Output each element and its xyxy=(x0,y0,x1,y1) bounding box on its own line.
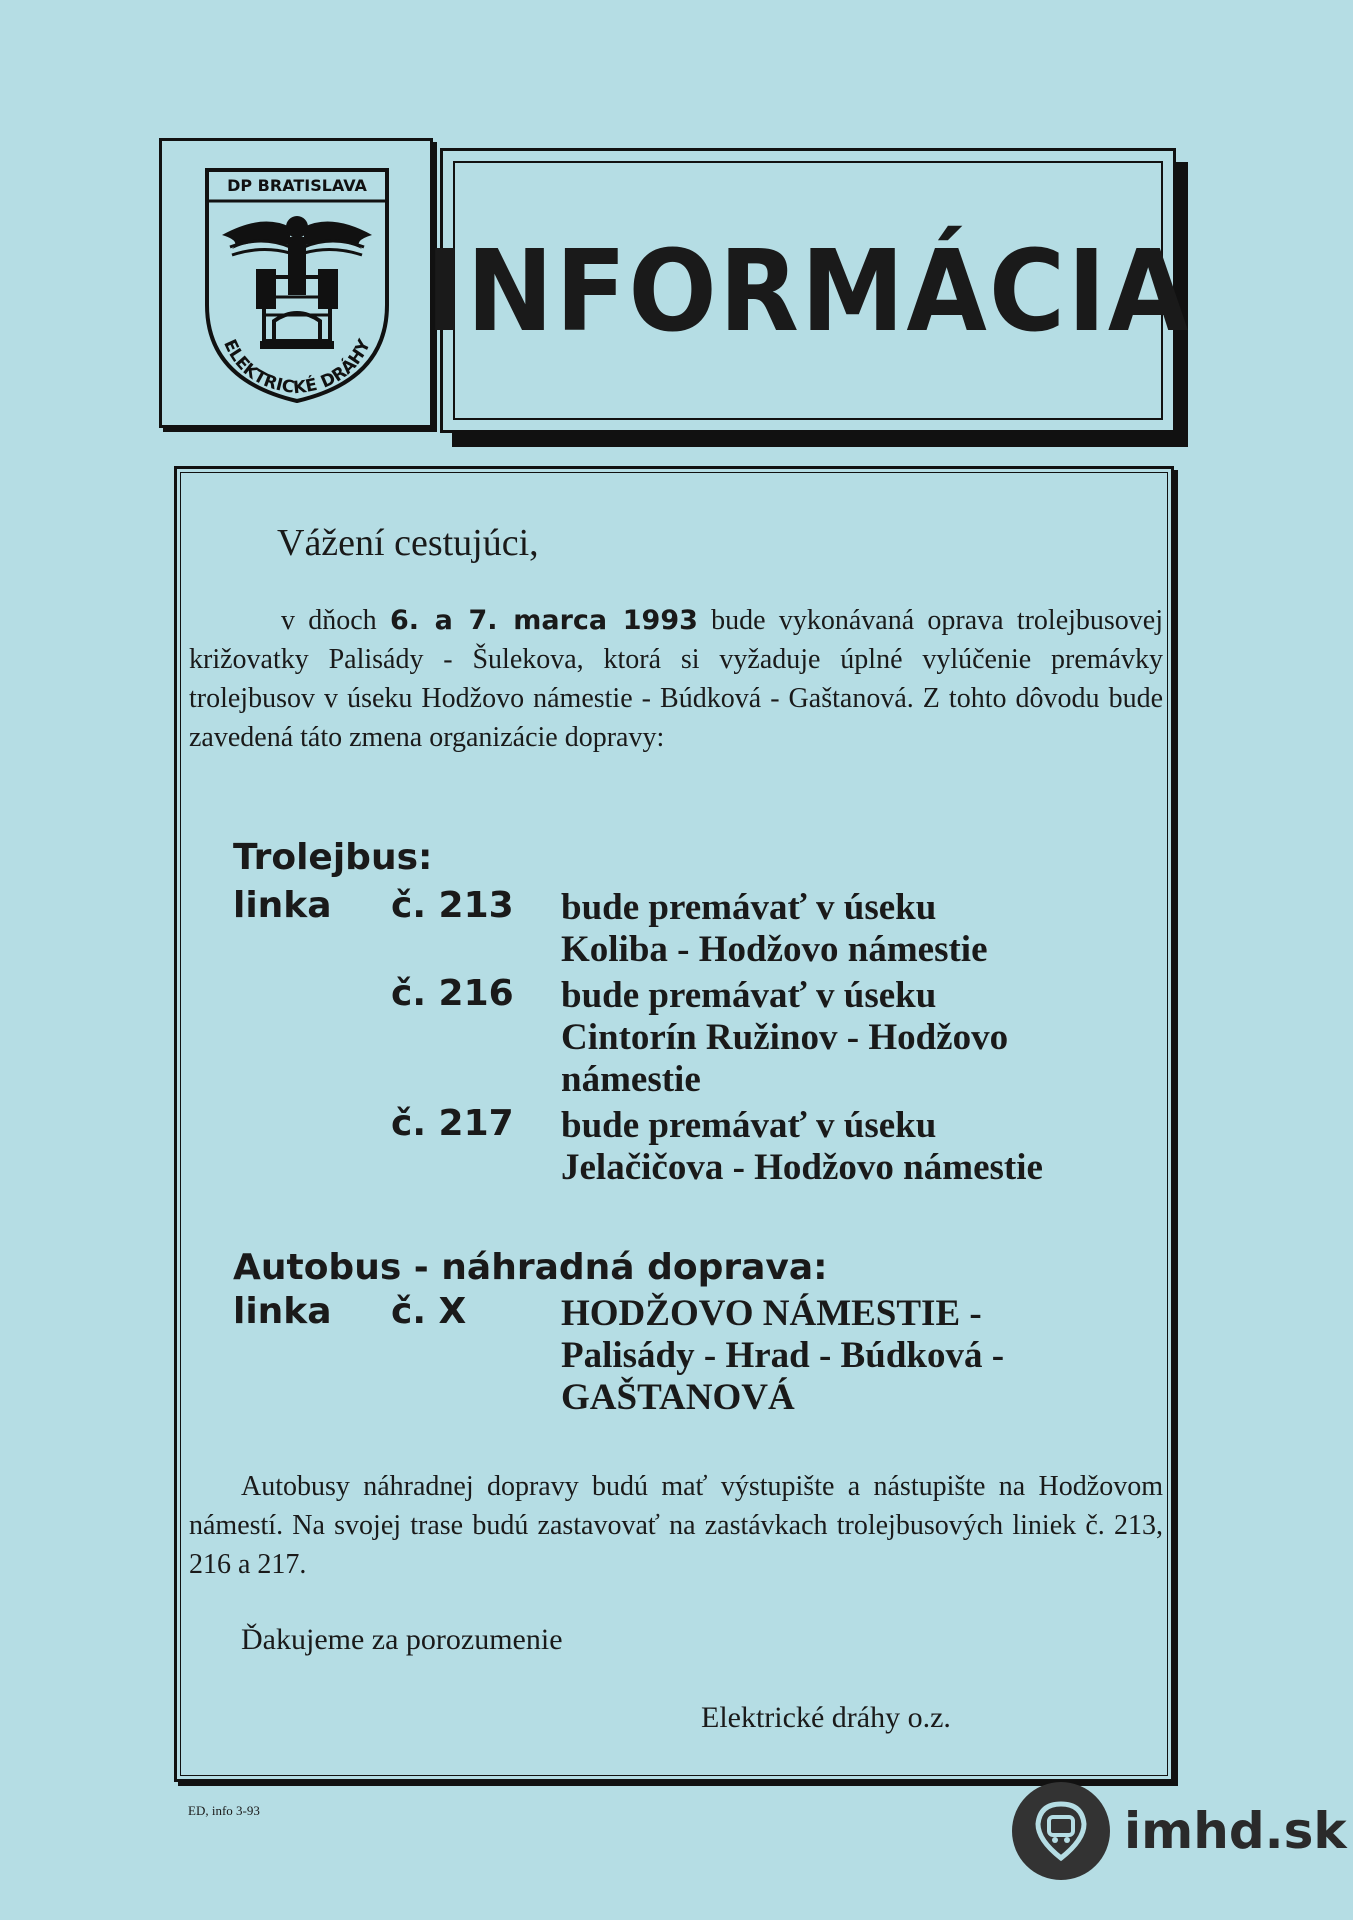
route-216-line-1: bude premávať v úseku xyxy=(561,975,937,1016)
notice-frame xyxy=(180,472,1168,1776)
line-number-213: č. 213 xyxy=(391,885,514,926)
signature: Elektrické dráhy o.z. xyxy=(701,1701,951,1734)
footer-code: ED, info 3-93 xyxy=(188,1803,260,1818)
logo-arc-text: ELEKTRICKÉ DRÁHY xyxy=(219,336,375,399)
intro-paragraph xyxy=(189,601,1163,757)
route-213-line-1: bude premávať v úseku xyxy=(561,887,937,928)
logo-box xyxy=(159,138,433,428)
salutation: Vážení cestujúci, xyxy=(277,522,539,564)
bus-line-number: č. X xyxy=(391,1291,467,1332)
line-number-216: č. 216 xyxy=(391,973,514,1014)
bus-note-paragraph xyxy=(189,1467,1163,1584)
bus-line-label: linka xyxy=(233,1291,332,1332)
bus-route-line-3: GAŠTANOVÁ xyxy=(561,1377,795,1418)
bus-route-line-1: HODŽOVO NÁMESTIE - xyxy=(561,1293,982,1334)
route-216 xyxy=(561,975,1008,1101)
bus-route-line-2: Palisády - Hrad - Búdková - xyxy=(561,1335,1005,1376)
line-number-217: č. 217 xyxy=(391,1103,514,1144)
bus-pin-icon xyxy=(1012,1782,1110,1880)
trolleybus-heading: Trolejbus: xyxy=(233,837,433,878)
intro-text-rest: bude vykonávaná oprava trolejbusovej križovatky Palisády - Šulekova, ktorá si vyžaduje úplné vylúčenie premávky trolejbusov v úseku Hodžovo námestie - Búdková - Gaštanová. Z tohto dôvodu bude zavedená táto zmena organizácie dopravy: xyxy=(189,605,1164,753)
dp-bratislava-emblem xyxy=(202,165,392,405)
route-217-line-2: Jelačičova - Hodžovo námestie xyxy=(561,1147,1043,1188)
logo-top-text: DP BRATISLAVA xyxy=(227,176,367,195)
title-frame xyxy=(425,161,1191,420)
route-217 xyxy=(561,1105,1043,1189)
route-216-line-2: Cintorín Ružinov - Hodžovo xyxy=(561,1017,1009,1058)
bus-route xyxy=(561,1293,1004,1419)
bus-note-text: Autobusy náhradnej dopravy budú mať výstupište a nástupište na Hodžovom námestí. Na svojej trase budú zastavovať na zastávkach trolejbusových liniek č. 213, 216 a 217. xyxy=(189,1471,1163,1580)
trolleybus-line-label: linka xyxy=(233,885,332,926)
thanks-text: Ďakujeme za porozumenie xyxy=(241,1623,563,1656)
route-216-line-3: námestie xyxy=(561,1059,701,1100)
bus-heading: Autobus - náhradná doprava: xyxy=(233,1247,828,1288)
title-box xyxy=(425,148,1191,433)
route-213-line-2: Koliba - Hodžovo námestie xyxy=(561,929,988,970)
intro-dates: 6. a 7. marca 1993 xyxy=(389,605,698,636)
notice-box xyxy=(174,466,1174,1782)
imhd-logo-text: imhd.sk xyxy=(1124,1802,1347,1860)
page-title: INFORMÁCIA xyxy=(425,224,1191,357)
imhd-watermark xyxy=(1012,1782,1347,1880)
route-213 xyxy=(561,887,988,971)
route-217-line-1: bude premávať v úseku xyxy=(561,1105,937,1146)
intro-text-start: v dňoch xyxy=(281,605,377,636)
